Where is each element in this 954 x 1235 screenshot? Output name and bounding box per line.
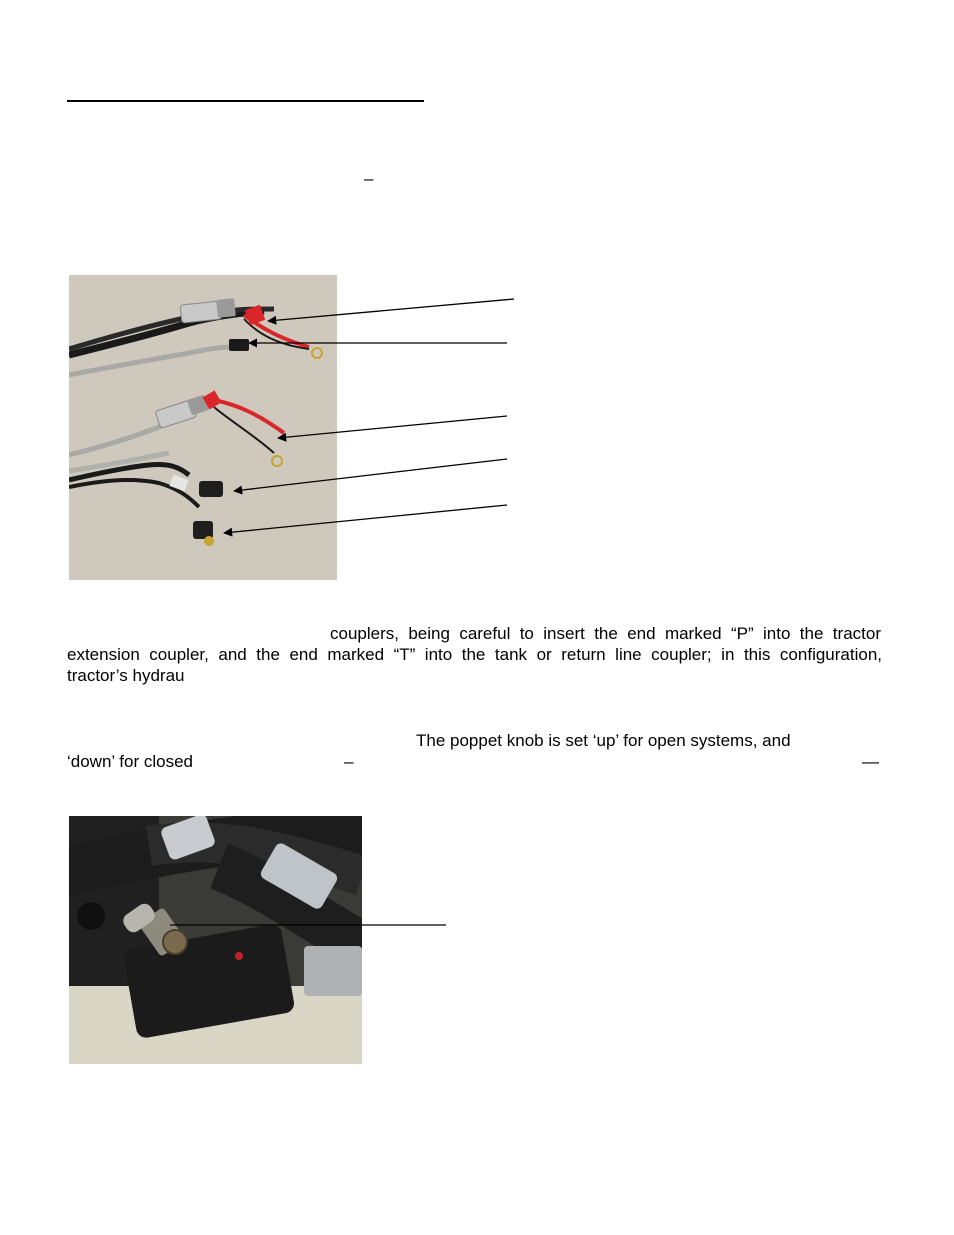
paragraph-2-line-2-dash: – <box>344 752 354 771</box>
paragraph-2-line-2-end: — <box>862 752 879 771</box>
paragraph-1-line-1: couplers, being careful to insert the end marked “P” into the tractor <box>330 624 881 643</box>
callout-arrow-5 <box>224 505 507 533</box>
callout-arrow-1 <box>268 299 514 321</box>
paragraph-2-line-2-start: ‘down’ for closed <box>67 752 193 771</box>
paragraph-2-line-1: The poppet knob is set ‘up’ for open systems, and <box>416 731 791 750</box>
callout-arrow-4 <box>234 459 507 491</box>
section-dash: – <box>364 169 374 188</box>
paragraph-1-line-3: tractor’s hydrau <box>67 666 185 685</box>
callout-arrow-3 <box>278 416 507 438</box>
paragraph-1-line-2: extension coupler, and the end marked “T” into the tank or return line coupler; in this configuration, <box>67 645 882 664</box>
